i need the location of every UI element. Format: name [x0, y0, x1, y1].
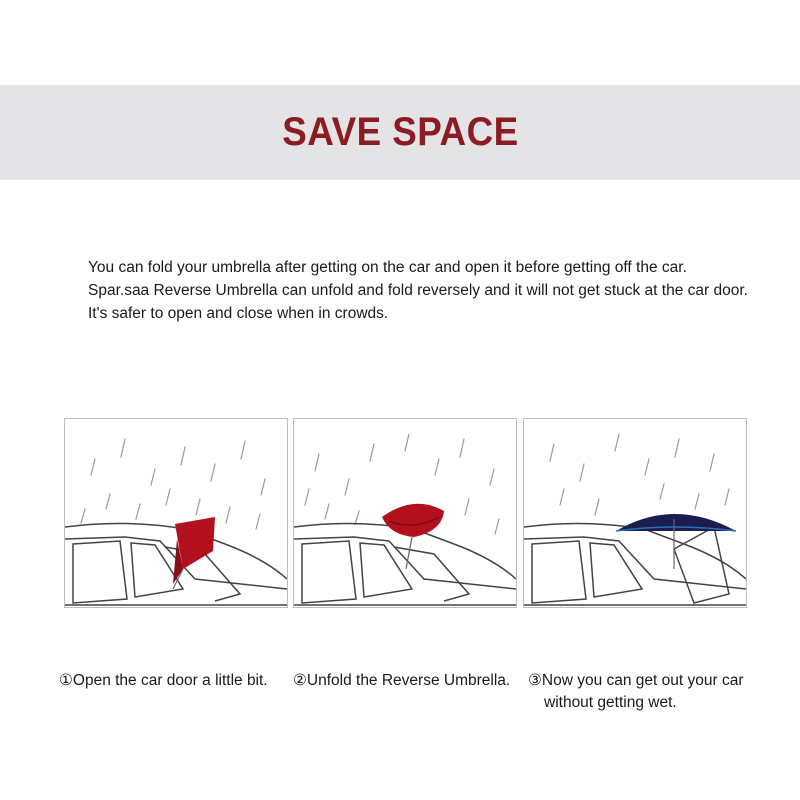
step-3-illustration [523, 418, 747, 608]
umbrella-open-exit-illustration [524, 419, 746, 607]
step-2-caption-text: ②Unfold the Reverse Umbrella. [293, 672, 511, 689]
page-title: SAVE SPACE [281, 110, 519, 154]
step-1-caption [59, 670, 268, 692]
umbrella-navy [616, 514, 736, 531]
step-3-caption [528, 670, 744, 714]
rain-streaks [550, 434, 729, 515]
step-1-caption-text: ①Open the car door a little bit. [59, 672, 268, 689]
step-1-illustration [64, 418, 288, 608]
step-3-caption-line1: ③Now you can get out your car [528, 672, 744, 689]
umbrella-unfolding-illustration [294, 419, 516, 607]
car-outline [524, 523, 746, 605]
description-line: Spar.saa Reverse Umbrella can unfold and fold reversely and it will not get stuck at the car door. [88, 282, 748, 299]
title-banner [0, 85, 800, 180]
step-3-caption-line2: without getting wet. [544, 694, 677, 711]
description [88, 256, 768, 325]
description-line: You can fold your umbrella after getting on the car and open it before getting off the car. [88, 259, 687, 276]
umbrella-red [382, 504, 444, 537]
rain-streaks [81, 439, 265, 529]
car-outline [294, 523, 516, 605]
step-2-caption [293, 670, 510, 692]
description-line: It's safer to open and close when in crowds. [88, 305, 389, 322]
step-2-illustration [293, 418, 517, 608]
umbrella-red [173, 517, 215, 584]
car-door-open-illustration [65, 419, 287, 607]
